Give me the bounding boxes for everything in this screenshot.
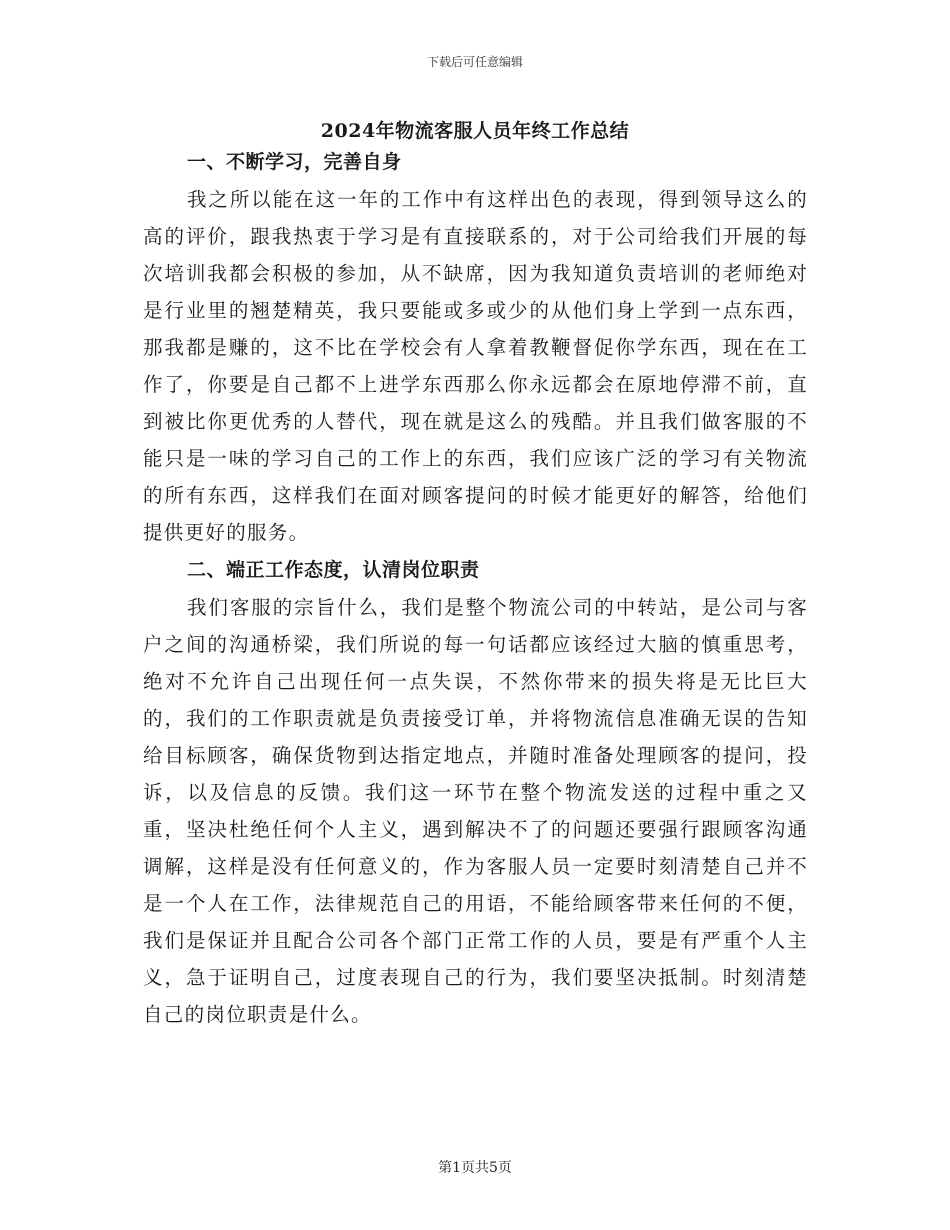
- section-heading-1: 一、不断学习，完善自身: [187, 151, 402, 173]
- section-paragraph-1: 我之所以能在这一年的工作中有这样出色的表现，得到领导这么的高的评价，跟我热衷于学习是有直接联系的，对于公司给我们开展的每次培训我都会积极的参加，从不缺席，因为我知道负责培训的老师绝对是行业里的翘楚精英，我只要能或多或少的从他们身上学到一点东西，那我都是赚的，这不比在学校会有人拿着教鞭督促你学东西，现在在工作了，你要是自己都不上进学东西那么你永远都会在原地停滞不前，直到被比你更优秀的人替代，现在就是这么的残酷。并且我们做客服的不能只是一味的学习自己的工作上的东西，我们应该广泛的学习有关物流的所有东西，这样我们在面对顾客提问的时候才能更好的解答，给他们提供更好的服务。: [143, 188, 808, 544]
- page-number: 第1页共5页: [438, 1160, 512, 1176]
- section-heading-2: 二、端正工作态度，认清岗位职责: [187, 559, 480, 581]
- section-paragraph-2: 我们客服的宗旨什么，我们是整个物流公司的中转站，是公司与客户之间的沟通桥梁，我们所说的每一句话都应该经过大脑的慎重思考，绝对不允许自己出现任何一点失误，不然你带来的损失将是无比巨大的，我们的工作职责就是负责接受订单，并将物流信息准确无误的告知给目标顾客，确保货物到达指定地点，并随时准备处理顾客的提问，投诉，以及信息的反馈。我们这一环节在整个物流发送的过程中重之又重，坚决杜绝任何个人主义，遇到解决不了的问题还要强行跟顾客沟通调解，这样是没有任何意义的，作为客服人员一定要时刻清楚自己并不是一个人在工作，法律规范自己的用语，不能给顾客带来任何的不便，我们是保证并且配合公司各个部门正常工作的人员，要是有严重个人主义，急于证明自己，过度表现自己的行为，我们要坚决抵制。时刻清楚自己的岗位职责是什么。: [143, 596, 808, 1026]
- document-body: [143, 143, 808, 1033]
- download-note: 下载后可任意编辑: [426, 55, 523, 69]
- document-title: 2024年物流客服人员年终工作总结: [320, 120, 630, 142]
